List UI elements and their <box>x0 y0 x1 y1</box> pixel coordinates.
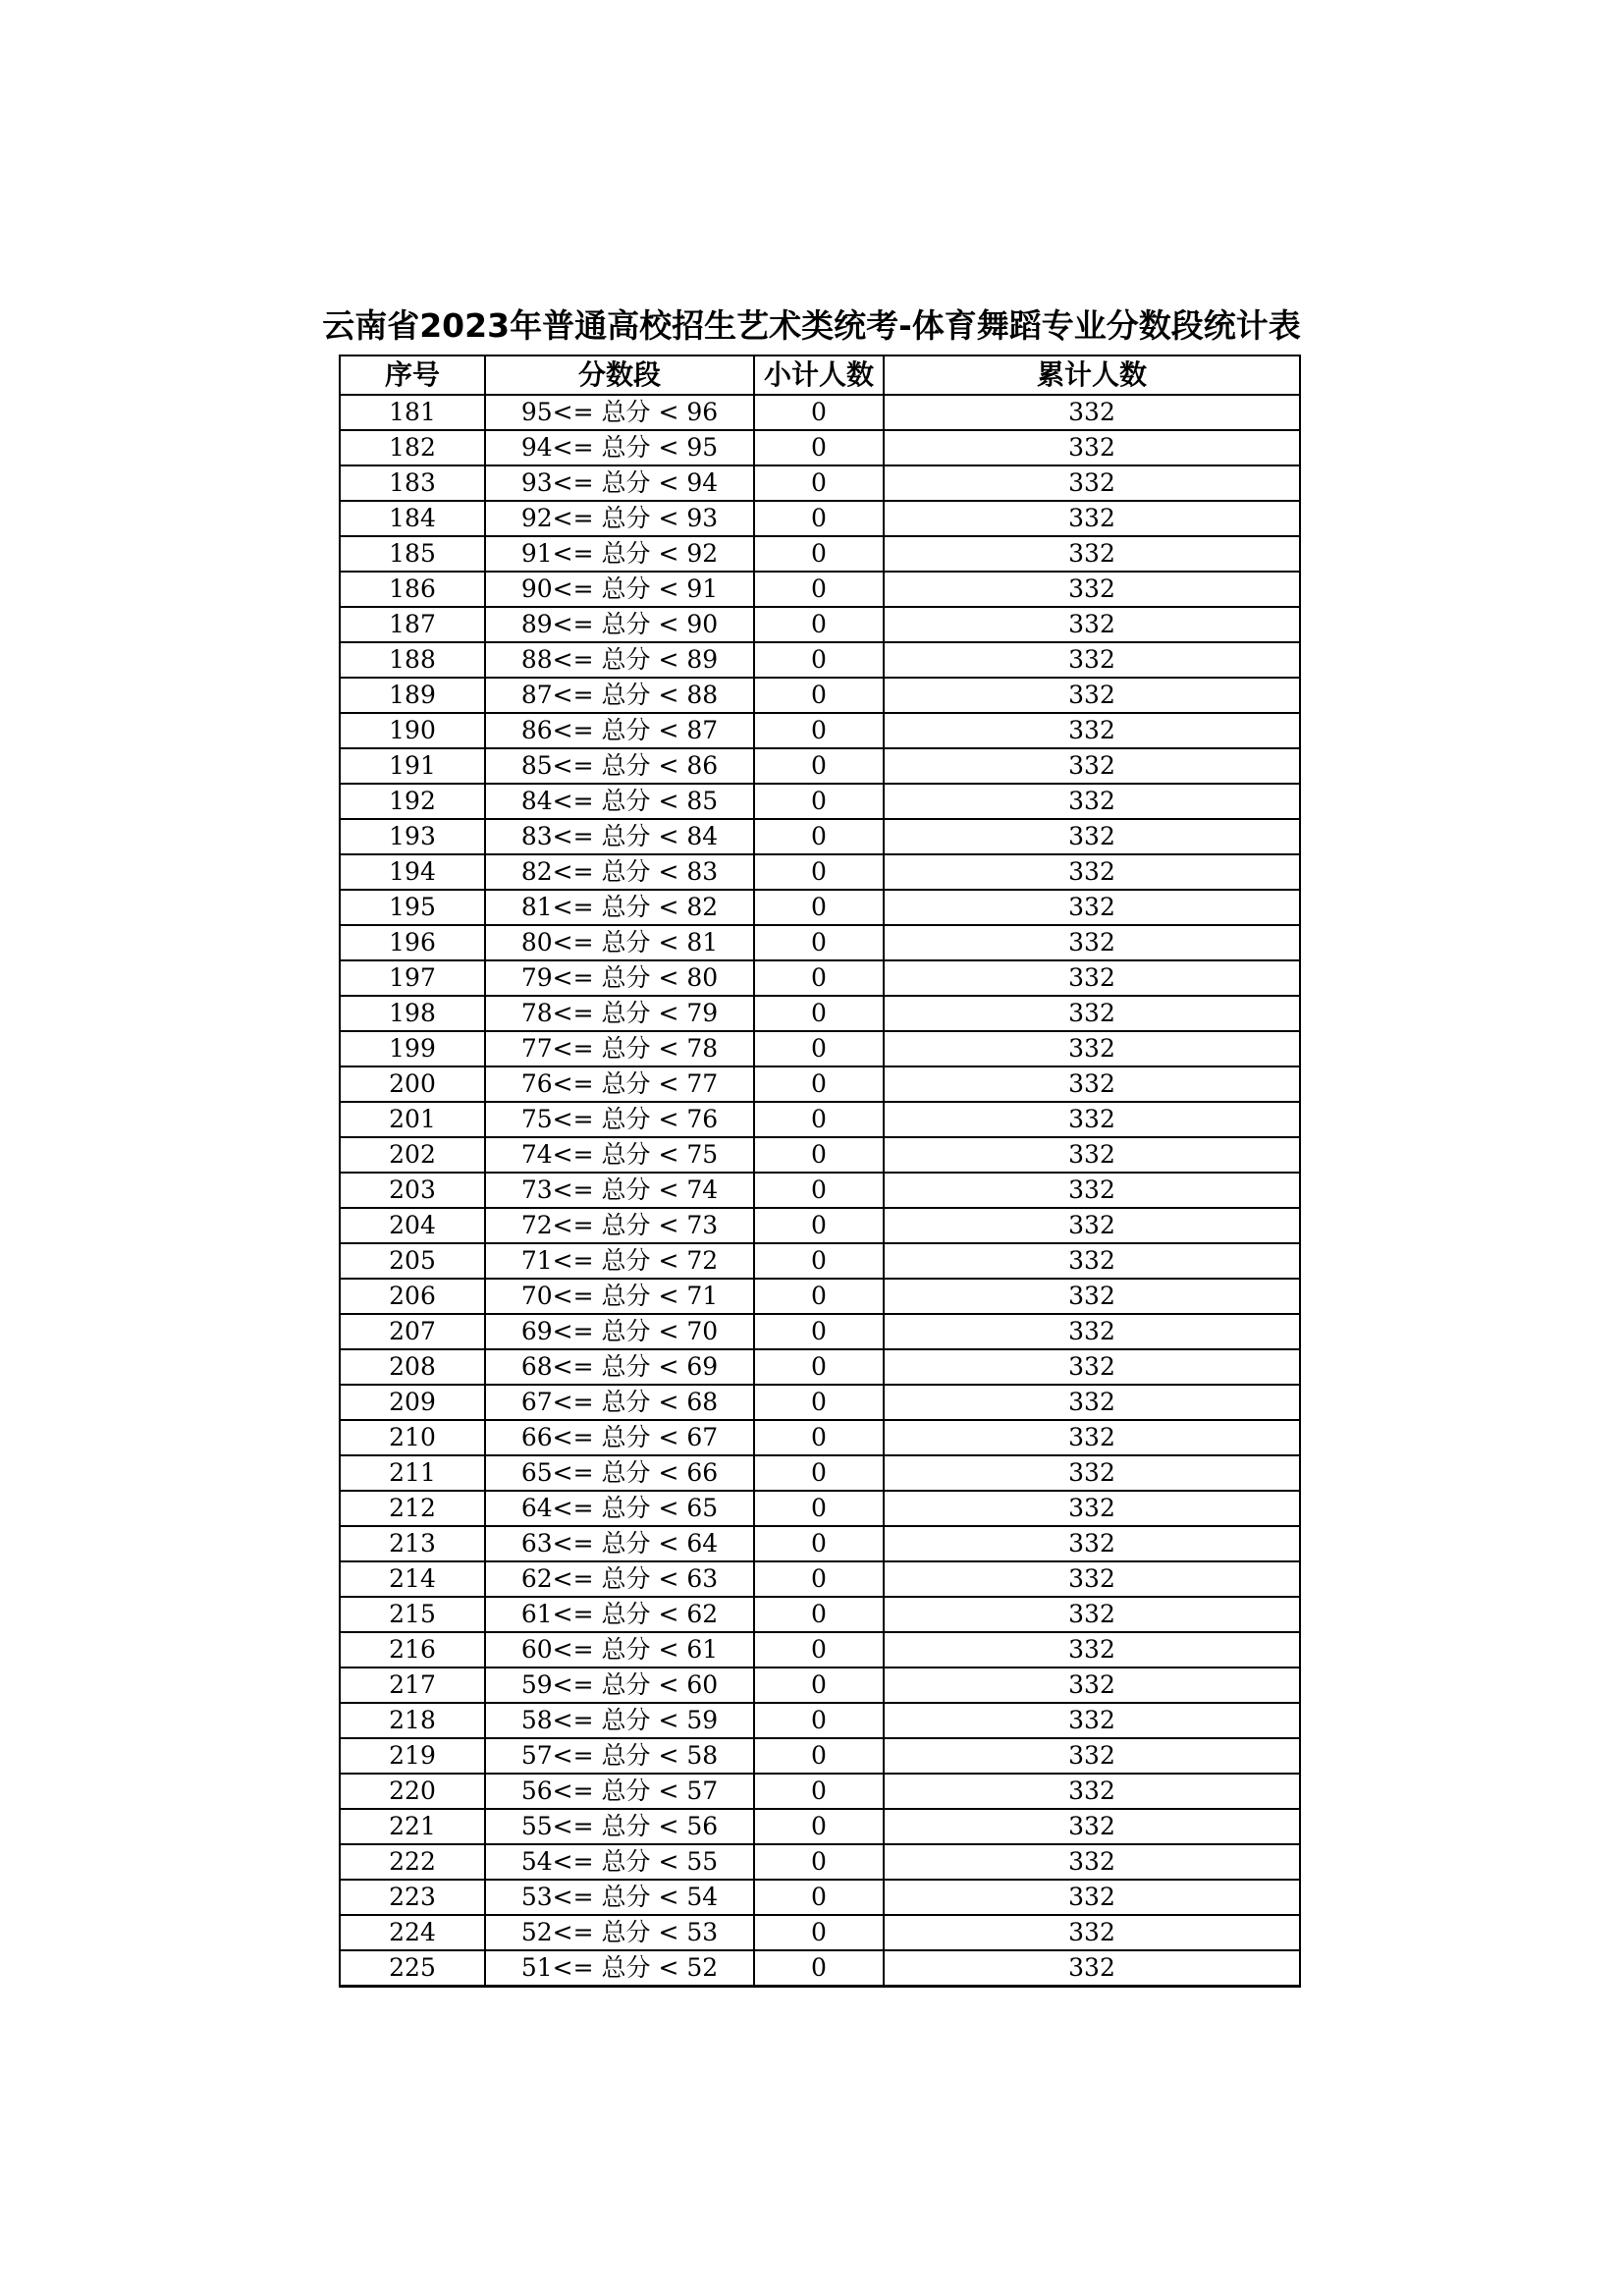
score-distribution-table <box>339 355 1301 1988</box>
cell-score-range: 91<= 总分 < 92 <box>485 536 754 572</box>
cell-cumulative-count: 332 <box>884 1455 1300 1491</box>
table-row <box>340 890 1300 925</box>
cell-subtotal-count: 0 <box>754 996 884 1031</box>
cell-score-range: 63<= 总分 < 64 <box>485 1526 754 1561</box>
cell-cumulative-count: 332 <box>884 642 1300 678</box>
cell-score-range: 86<= 总分 < 87 <box>485 713 754 748</box>
cell-serial-number: 183 <box>340 465 485 501</box>
cell-serial-number: 225 <box>340 1950 485 1987</box>
cell-score-range: 57<= 总分 < 58 <box>485 1738 754 1774</box>
table-row <box>340 854 1300 890</box>
cell-subtotal-count: 0 <box>754 1102 884 1137</box>
table-row <box>340 784 1300 819</box>
table-row <box>340 1774 1300 1809</box>
cell-score-range: 90<= 总分 < 91 <box>485 572 754 607</box>
table-row <box>340 1349 1300 1385</box>
cell-score-range: 69<= 总分 < 70 <box>485 1314 754 1349</box>
cell-subtotal-count: 0 <box>754 1173 884 1208</box>
cell-serial-number: 222 <box>340 1844 485 1880</box>
header-score-range: 分数段 <box>485 355 754 395</box>
cell-serial-number: 221 <box>340 1809 485 1844</box>
cell-score-range: 83<= 总分 < 84 <box>485 819 754 854</box>
table-row <box>340 607 1300 642</box>
cell-score-range: 78<= 总分 < 79 <box>485 996 754 1031</box>
table-row <box>340 1066 1300 1102</box>
cell-subtotal-count: 0 <box>754 1279 884 1314</box>
cell-cumulative-count: 332 <box>884 1208 1300 1243</box>
table-body <box>340 395 1300 1987</box>
cell-score-range: 74<= 总分 < 75 <box>485 1137 754 1173</box>
cell-score-range: 81<= 总分 < 82 <box>485 890 754 925</box>
cell-cumulative-count: 332 <box>884 925 1300 960</box>
cell-cumulative-count: 332 <box>884 1102 1300 1137</box>
cell-subtotal-count: 0 <box>754 1844 884 1880</box>
cell-subtotal-count: 0 <box>754 1455 884 1491</box>
table-row <box>340 1279 1300 1314</box>
cell-serial-number: 194 <box>340 854 485 890</box>
table-row <box>340 1385 1300 1420</box>
cell-serial-number: 214 <box>340 1561 485 1597</box>
cell-score-range: 68<= 总分 < 69 <box>485 1349 754 1385</box>
cell-score-range: 85<= 总分 < 86 <box>485 748 754 784</box>
cell-serial-number: 206 <box>340 1279 485 1314</box>
cell-subtotal-count: 0 <box>754 536 884 572</box>
table-row <box>340 1420 1300 1455</box>
cell-subtotal-count: 0 <box>754 1950 884 1987</box>
cell-serial-number: 207 <box>340 1314 485 1349</box>
table-row <box>340 1173 1300 1208</box>
cell-serial-number: 200 <box>340 1066 485 1102</box>
cell-cumulative-count: 332 <box>884 678 1300 713</box>
cell-cumulative-count: 332 <box>884 748 1300 784</box>
cell-cumulative-count: 332 <box>884 572 1300 607</box>
cell-serial-number: 184 <box>340 501 485 536</box>
cell-serial-number: 211 <box>340 1455 485 1491</box>
cell-subtotal-count: 0 <box>754 1349 884 1385</box>
page-title: 云南省2023年普通高校招生艺术类统考-体育舞蹈专业分数段统计表 <box>322 306 1301 345</box>
table-row <box>340 501 1300 536</box>
table-header-row <box>340 355 1300 395</box>
table-row <box>340 819 1300 854</box>
cell-subtotal-count: 0 <box>754 395 884 430</box>
cell-subtotal-count: 0 <box>754 1031 884 1066</box>
cell-subtotal-count: 0 <box>754 819 884 854</box>
cell-subtotal-count: 0 <box>754 1561 884 1597</box>
cell-score-range: 71<= 总分 < 72 <box>485 1243 754 1279</box>
cell-cumulative-count: 332 <box>884 1420 1300 1455</box>
cell-subtotal-count: 0 <box>754 1632 884 1667</box>
table-row <box>340 536 1300 572</box>
table-row <box>340 996 1300 1031</box>
cell-subtotal-count: 0 <box>754 1314 884 1349</box>
cell-serial-number: 216 <box>340 1632 485 1667</box>
cell-score-range: 65<= 总分 < 66 <box>485 1455 754 1491</box>
cell-cumulative-count: 332 <box>884 1279 1300 1314</box>
cell-cumulative-count: 332 <box>884 996 1300 1031</box>
table-row <box>340 1950 1300 1987</box>
table-row <box>340 960 1300 996</box>
table-row <box>340 1208 1300 1243</box>
cell-score-range: 77<= 总分 < 78 <box>485 1031 754 1066</box>
cell-cumulative-count: 332 <box>884 1738 1300 1774</box>
cell-serial-number: 185 <box>340 536 485 572</box>
cell-subtotal-count: 0 <box>754 1667 884 1703</box>
cell-score-range: 51<= 总分 < 52 <box>485 1950 754 1987</box>
cell-score-range: 58<= 总分 < 59 <box>485 1703 754 1738</box>
cell-subtotal-count: 0 <box>754 1208 884 1243</box>
cell-score-range: 73<= 总分 < 74 <box>485 1173 754 1208</box>
table-row <box>340 925 1300 960</box>
cell-serial-number: 202 <box>340 1137 485 1173</box>
cell-score-range: 76<= 总分 < 77 <box>485 1066 754 1102</box>
cell-score-range: 53<= 总分 < 54 <box>485 1880 754 1915</box>
cell-serial-number: 201 <box>340 1102 485 1137</box>
table-row <box>340 678 1300 713</box>
cell-score-range: 52<= 总分 < 53 <box>485 1915 754 1950</box>
cell-subtotal-count: 0 <box>754 678 884 713</box>
cell-score-range: 95<= 总分 < 96 <box>485 395 754 430</box>
cell-score-range: 94<= 总分 < 95 <box>485 430 754 465</box>
cell-cumulative-count: 332 <box>884 1844 1300 1880</box>
table-row <box>340 1526 1300 1561</box>
cell-subtotal-count: 0 <box>754 572 884 607</box>
table-row <box>340 748 1300 784</box>
cell-serial-number: 189 <box>340 678 485 713</box>
cell-cumulative-count: 332 <box>884 784 1300 819</box>
cell-serial-number: 220 <box>340 1774 485 1809</box>
cell-cumulative-count: 332 <box>884 713 1300 748</box>
table-row <box>340 1915 1300 1950</box>
cell-subtotal-count: 0 <box>754 1597 884 1632</box>
cell-cumulative-count: 332 <box>884 395 1300 430</box>
table-row <box>340 713 1300 748</box>
cell-subtotal-count: 0 <box>754 1809 884 1844</box>
cell-cumulative-count: 332 <box>884 1031 1300 1066</box>
cell-cumulative-count: 332 <box>884 854 1300 890</box>
cell-cumulative-count: 332 <box>884 1950 1300 1987</box>
cell-subtotal-count: 0 <box>754 1491 884 1526</box>
table-row <box>340 1632 1300 1667</box>
cell-subtotal-count: 0 <box>754 1420 884 1455</box>
table-row <box>340 1880 1300 1915</box>
table-row <box>340 1844 1300 1880</box>
cell-score-range: 80<= 总分 < 81 <box>485 925 754 960</box>
cell-score-range: 84<= 总分 < 85 <box>485 784 754 819</box>
table-row <box>340 1102 1300 1137</box>
cell-serial-number: 191 <box>340 748 485 784</box>
cell-subtotal-count: 0 <box>754 1880 884 1915</box>
table-row <box>340 1314 1300 1349</box>
cell-subtotal-count: 0 <box>754 960 884 996</box>
cell-subtotal-count: 0 <box>754 1774 884 1809</box>
cell-cumulative-count: 332 <box>884 1173 1300 1208</box>
header-serial-number: 序号 <box>340 355 485 395</box>
table-row <box>340 642 1300 678</box>
cell-serial-number: 181 <box>340 395 485 430</box>
cell-score-range: 82<= 总分 < 83 <box>485 854 754 890</box>
cell-subtotal-count: 0 <box>754 465 884 501</box>
header-subtotal-count: 小计人数 <box>754 355 884 395</box>
cell-score-range: 70<= 总分 < 71 <box>485 1279 754 1314</box>
cell-cumulative-count: 332 <box>884 1526 1300 1561</box>
cell-subtotal-count: 0 <box>754 1703 884 1738</box>
cell-subtotal-count: 0 <box>754 1738 884 1774</box>
cell-serial-number: 219 <box>340 1738 485 1774</box>
cell-cumulative-count: 332 <box>884 430 1300 465</box>
cell-score-range: 92<= 总分 < 93 <box>485 501 754 536</box>
cell-score-range: 61<= 总分 < 62 <box>485 1597 754 1632</box>
cell-subtotal-count: 0 <box>754 854 884 890</box>
cell-serial-number: 205 <box>340 1243 485 1279</box>
cell-serial-number: 186 <box>340 572 485 607</box>
cell-score-range: 87<= 总分 < 88 <box>485 678 754 713</box>
table-row <box>340 430 1300 465</box>
cell-serial-number: 182 <box>340 430 485 465</box>
header-cumulative-count: 累计人数 <box>884 355 1300 395</box>
cell-cumulative-count: 332 <box>884 1385 1300 1420</box>
table-row <box>340 395 1300 430</box>
cell-serial-number: 195 <box>340 890 485 925</box>
table-row <box>340 465 1300 501</box>
cell-score-range: 89<= 总分 < 90 <box>485 607 754 642</box>
cell-cumulative-count: 332 <box>884 1066 1300 1102</box>
cell-score-range: 60<= 总分 < 61 <box>485 1632 754 1667</box>
table-row <box>340 572 1300 607</box>
table-row <box>340 1455 1300 1491</box>
cell-score-range: 62<= 总分 < 63 <box>485 1561 754 1597</box>
cell-score-range: 64<= 总分 < 65 <box>485 1491 754 1526</box>
table-row <box>340 1561 1300 1597</box>
table-row <box>340 1137 1300 1173</box>
cell-cumulative-count: 332 <box>884 1243 1300 1279</box>
cell-cumulative-count: 332 <box>884 1491 1300 1526</box>
cell-score-range: 72<= 总分 < 73 <box>485 1208 754 1243</box>
cell-cumulative-count: 332 <box>884 1915 1300 1950</box>
cell-score-range: 59<= 总分 < 60 <box>485 1667 754 1703</box>
table-row <box>340 1738 1300 1774</box>
cell-serial-number: 213 <box>340 1526 485 1561</box>
table-row <box>340 1491 1300 1526</box>
cell-cumulative-count: 332 <box>884 1561 1300 1597</box>
cell-cumulative-count: 332 <box>884 1137 1300 1173</box>
cell-serial-number: 224 <box>340 1915 485 1950</box>
cell-serial-number: 192 <box>340 784 485 819</box>
cell-cumulative-count: 332 <box>884 1632 1300 1667</box>
cell-serial-number: 197 <box>340 960 485 996</box>
cell-cumulative-count: 332 <box>884 1880 1300 1915</box>
cell-score-range: 55<= 总分 < 56 <box>485 1809 754 1844</box>
table-row <box>340 1809 1300 1844</box>
cell-serial-number: 212 <box>340 1491 485 1526</box>
cell-serial-number: 208 <box>340 1349 485 1385</box>
cell-cumulative-count: 332 <box>884 1349 1300 1385</box>
cell-score-range: 88<= 总分 < 89 <box>485 642 754 678</box>
cell-serial-number: 218 <box>340 1703 485 1738</box>
cell-serial-number: 209 <box>340 1385 485 1420</box>
cell-subtotal-count: 0 <box>754 607 884 642</box>
cell-subtotal-count: 0 <box>754 1385 884 1420</box>
cell-subtotal-count: 0 <box>754 925 884 960</box>
cell-serial-number: 193 <box>340 819 485 854</box>
cell-subtotal-count: 0 <box>754 1066 884 1102</box>
table-row <box>340 1031 1300 1066</box>
cell-cumulative-count: 332 <box>884 1314 1300 1349</box>
cell-cumulative-count: 332 <box>884 960 1300 996</box>
table-row <box>340 1597 1300 1632</box>
cell-serial-number: 187 <box>340 607 485 642</box>
cell-score-range: 79<= 总分 < 80 <box>485 960 754 996</box>
table-row <box>340 1703 1300 1738</box>
cell-serial-number: 210 <box>340 1420 485 1455</box>
cell-serial-number: 204 <box>340 1208 485 1243</box>
table-row <box>340 1667 1300 1703</box>
cell-serial-number: 223 <box>340 1880 485 1915</box>
cell-subtotal-count: 0 <box>754 642 884 678</box>
cell-cumulative-count: 332 <box>884 465 1300 501</box>
cell-subtotal-count: 0 <box>754 1243 884 1279</box>
cell-cumulative-count: 332 <box>884 1597 1300 1632</box>
cell-serial-number: 196 <box>340 925 485 960</box>
cell-cumulative-count: 332 <box>884 890 1300 925</box>
cell-serial-number: 203 <box>340 1173 485 1208</box>
table-row <box>340 1243 1300 1279</box>
cell-subtotal-count: 0 <box>754 784 884 819</box>
cell-subtotal-count: 0 <box>754 748 884 784</box>
cell-subtotal-count: 0 <box>754 430 884 465</box>
cell-subtotal-count: 0 <box>754 1137 884 1173</box>
cell-score-range: 66<= 总分 < 67 <box>485 1420 754 1455</box>
cell-subtotal-count: 0 <box>754 501 884 536</box>
cell-cumulative-count: 332 <box>884 501 1300 536</box>
cell-serial-number: 188 <box>340 642 485 678</box>
cell-serial-number: 215 <box>340 1597 485 1632</box>
cell-cumulative-count: 332 <box>884 607 1300 642</box>
cell-subtotal-count: 0 <box>754 713 884 748</box>
cell-serial-number: 217 <box>340 1667 485 1703</box>
cell-serial-number: 190 <box>340 713 485 748</box>
cell-score-range: 93<= 总分 < 94 <box>485 465 754 501</box>
cell-subtotal-count: 0 <box>754 1526 884 1561</box>
cell-score-range: 56<= 总分 < 57 <box>485 1774 754 1809</box>
cell-score-range: 75<= 总分 < 76 <box>485 1102 754 1137</box>
cell-cumulative-count: 332 <box>884 536 1300 572</box>
cell-score-range: 54<= 总分 < 55 <box>485 1844 754 1880</box>
cell-serial-number: 199 <box>340 1031 485 1066</box>
cell-subtotal-count: 0 <box>754 890 884 925</box>
cell-serial-number: 198 <box>340 996 485 1031</box>
cell-cumulative-count: 332 <box>884 1703 1300 1738</box>
cell-subtotal-count: 0 <box>754 1915 884 1950</box>
cell-cumulative-count: 332 <box>884 1809 1300 1844</box>
cell-cumulative-count: 332 <box>884 1667 1300 1703</box>
cell-cumulative-count: 332 <box>884 1774 1300 1809</box>
cell-score-range: 67<= 总分 < 68 <box>485 1385 754 1420</box>
cell-cumulative-count: 332 <box>884 819 1300 854</box>
